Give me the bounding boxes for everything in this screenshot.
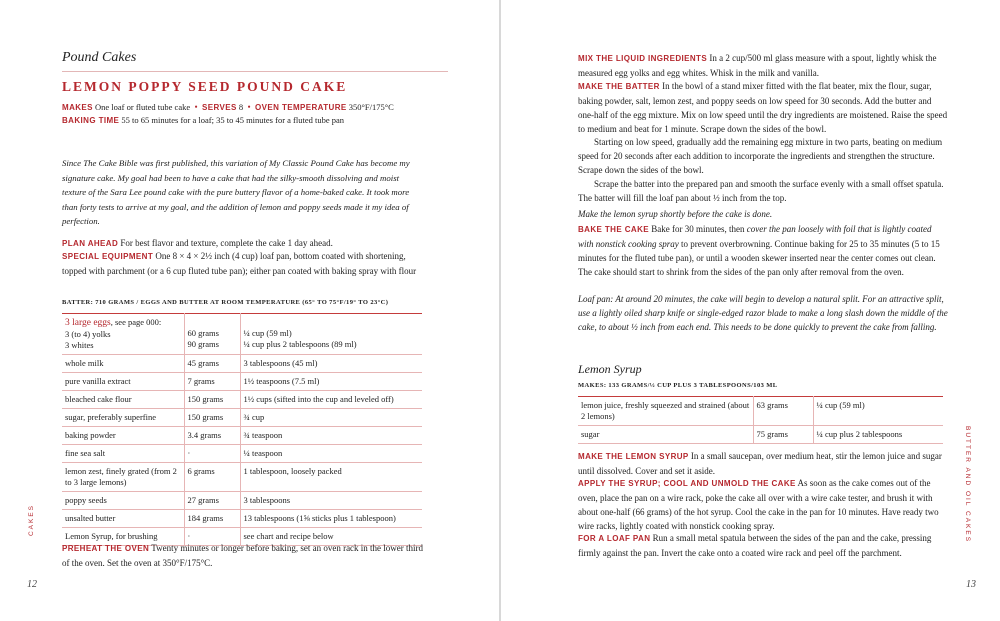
for-loaf-pan	[578, 531, 948, 560]
weight-cell: 184 grams	[184, 510, 240, 528]
whites-volume: ¼ cup plus 2 tablespoons (89 ml)	[243, 339, 357, 349]
eggs-ref: , see page 000:	[110, 317, 162, 327]
ingredient-cell: unsalted butter	[62, 510, 184, 528]
plan-ahead-text: For best flavor and texture, complete the cake 1 day ahead.	[120, 238, 333, 248]
oven-temp-value: 350°F/175°C	[348, 102, 394, 112]
serves-label: SERVES	[202, 103, 237, 112]
weight-cell: 27 grams	[184, 492, 240, 510]
preheat-oven	[62, 541, 432, 570]
preheat-label: PREHEAT THE OVEN	[62, 544, 150, 553]
volume-cell: 1½ cups (sifted into the cup and leveled off)	[240, 391, 422, 409]
table-row	[62, 427, 422, 445]
volume-cell: see chart and recipe below	[240, 528, 422, 546]
serves-value: 8	[238, 102, 244, 112]
makes-value: One loaf or fluted tube cake	[95, 102, 191, 112]
eggs-label: 3 large eggs	[65, 318, 111, 328]
table-row	[62, 409, 422, 427]
whites-weight: 90 grams	[187, 339, 219, 349]
right-page	[501, 0, 1000, 621]
ingredient-cell: bleached cake flour	[62, 391, 184, 409]
batter-heading: BATTER: 710 GRAMS / EGGS AND BUTTER AT ROOM TEMPERATURE (65° TO 75°F/19° TO 23°C)	[62, 299, 389, 306]
volume-cell: ¼ cup (59 ml)	[813, 397, 943, 426]
table-row	[62, 355, 422, 373]
volume-cell: 1 tablespoon, loosely packed	[240, 463, 422, 492]
make-batter-label: MAKE THE BATTER	[578, 82, 660, 91]
weight-cell: 7 grams	[184, 373, 240, 391]
batter-step-3: Scrape the batter into the prepared pan and smooth the surface evenly with a small offset spatula. The batter will fill the loaf pan about ½ inch from the top.	[578, 179, 944, 203]
ingredient-cell: fine sea salt	[62, 445, 184, 463]
make-syrup-text: In a small saucepan, over medium heat, stir the lemon juice and sugar until dissolved. Cover and set it aside.	[578, 451, 942, 476]
table-row	[62, 314, 422, 355]
weight-cell: 3.4 grams	[184, 427, 240, 445]
table-row	[578, 426, 943, 444]
batter-step-2: Starting on low speed, gradually add the remaining egg mixture in two parts, beating on medium speed for 20 seconds after each addition to incorporate the ingredients and strengthen the structure. Scrape down the sides of the bowl.	[578, 137, 943, 175]
whites-label: 3 whites	[65, 340, 94, 350]
apply-syrup-label: APPLY THE SYRUP; COOL AND UNMOLD THE CAKE	[578, 479, 796, 488]
recipe-title: LEMON POPPY SEED POUND CAKE	[62, 79, 348, 94]
section-title: Pound Cakes	[62, 50, 137, 65]
ingredient-cell: whole milk	[62, 355, 184, 373]
mix-text: In a 2 cup/500 ml glass measure with a spout, lightly whisk the measured egg yolks and egg whites. Whisk in the milk and vanilla.	[578, 53, 937, 78]
weight-cell: 63 grams	[753, 397, 813, 426]
table-row	[62, 492, 422, 510]
weight-cell: ·	[184, 528, 240, 546]
plan-ahead-label: PLAN AHEAD	[62, 239, 119, 248]
running-head-left: CAKES	[28, 504, 35, 537]
ingredient-cell: lemon juice, freshly squeezed and strained (about 2 lemons)	[578, 397, 753, 426]
table-row	[62, 391, 422, 409]
page-number-right: 13	[966, 579, 976, 590]
special-equipment-label: SPECIAL EQUIPMENT	[62, 252, 154, 261]
oven-temp-label: OVEN TEMPERATURE	[255, 103, 347, 112]
bake-the-cake	[578, 222, 948, 279]
volume-cell: 1½ teaspoons (7.5 ml)	[240, 373, 422, 391]
mix-label: MIX THE LIQUID INGREDIENTS	[578, 54, 708, 63]
bake-text-2: to prevent overbrowning. Continue baking for 25 to 35 minutes (5 to 15 minutes for the fluted tube pan), or until a wooden skewer inserted near the center comes out clean. The cake should start to shrink from the sides of the pan only after removal from the oven.	[578, 239, 940, 277]
syrup-note: Make the lemon syrup shortly before the cake is done.	[578, 209, 773, 219]
loaf-pan-text: Run a small metal spatula between the sides of the pan and the cake, pressing firmly against the pan. Invert the cake onto a coated wire rack and peel off the parchment.	[578, 533, 932, 558]
ingredient-cell: baking powder	[62, 427, 184, 445]
table-row	[62, 510, 422, 528]
make-lemon-syrup	[578, 449, 948, 478]
intro-text: Since The Cake Bible was first published, this variation of My Classic Pound Cake has become my signature cake. My goal had been to have a cake that had the silky-smooth dissolving and moist texture of the Sara Lee pound cake with the pure buttery flavor of a home-baked cake. It took more than forty tests to arrive at my goal, and the addition of lemon and poppy seeds made it my idea of perfection.	[62, 158, 410, 226]
table-row	[62, 373, 422, 391]
weight-cell: 75 grams	[753, 426, 813, 444]
volume-cell: 3 tablespoons (45 ml)	[240, 355, 422, 373]
volume-cell	[240, 314, 422, 355]
recipe-meta-line-2	[62, 114, 442, 127]
loaf-pan-note: Loaf pan: At around 20 minutes, the cake will begin to develop a natural split. For an attractive split, use a lightly oiled sharp knife or single-edged razor blade to make a long slash down the middle of the cake, to about ½ inch from each end. This needs to be done quickly to prevent the cake from falling.	[578, 294, 948, 332]
baking-time-label: BAKING TIME	[62, 116, 120, 125]
ingredient-cell: lemon zest, finely grated (from 2 to 3 large lemons)	[62, 463, 184, 492]
special-equipment	[62, 249, 432, 278]
volume-cell: ¼ cup plus 2 tablespoons	[813, 426, 943, 444]
page-number-left: 12	[27, 579, 37, 590]
baking-time-value: 55 to 65 minutes for a loaf; 35 to 45 minutes for a fluted tube pan	[121, 115, 345, 125]
recipe-meta-line-1: MAKES One loaf or fluted tube cake • SERVES 8 • OVEN TEMPERATURE 350°F/175°C	[62, 102, 394, 112]
volume-cell: 3 tablespoons	[240, 492, 422, 510]
ingredient-cell: poppy seeds	[62, 492, 184, 510]
running-head-right: BUTTER AND OIL CAKES	[964, 426, 971, 544]
apply-syrup-text: As soon as the cake comes out of the oven, place the pan on a wire rack, poke the cake all over with a wire cake tester, and brush it with about one-half (66 grams) of the hot syrup. Cool the cake in the pan for 10 minutes. Have ready two wire racks, lightly coated with nonstick cooking spray.	[578, 478, 939, 531]
preheat-text: Twenty minutes or longer before baking, set an oven rack in the lower third of the oven. Set the oven at 350°F/175°C.	[62, 543, 424, 568]
makes-label: MAKES	[62, 103, 93, 112]
lemon-syrup-makes: MAKES: 133 GRAMS/½ CUP PLUS 3 TABLESPOONS/103 ML	[578, 382, 778, 389]
apply-syrup	[578, 476, 948, 533]
batter-ingredients-table	[62, 313, 422, 546]
weight-cell: 45 grams	[184, 355, 240, 373]
weight-cell: 150 grams	[184, 409, 240, 427]
make-batter	[578, 79, 948, 136]
volume-cell: ¾ cup	[240, 409, 422, 427]
weight-cell: ·	[184, 445, 240, 463]
table-row	[62, 445, 422, 463]
mix-liquid	[578, 51, 948, 80]
ingredient-cell: sugar, preferably superfine	[62, 409, 184, 427]
make-syrup-label: MAKE THE LEMON SYRUP	[578, 452, 689, 461]
syrup-ingredients-table	[578, 396, 943, 444]
yolks-weight: 60 grams	[187, 328, 219, 338]
ingredient-cell: pure vanilla extract	[62, 373, 184, 391]
loaf-pan-label: FOR A LOAF PAN	[578, 534, 651, 543]
weight-cell: 6 grams	[184, 463, 240, 492]
yolks-volume: ¼ cup (59 ml)	[243, 328, 292, 338]
table-row	[578, 397, 943, 426]
ingredient-cell: Lemon Syrup, for brushing	[62, 528, 184, 546]
special-equipment-text: One 8 × 4 × 2½ inch (4 cup) loaf pan, bottom coated with shortening, topped with parchment (or a 6 cup fluted tube pan); either pan coated with baking spray with flour	[62, 251, 417, 276]
ingredient-cell: sugar	[578, 426, 753, 444]
volume-cell: 13 tablespoons (1⅝ sticks plus 1 tablespoon)	[240, 510, 422, 528]
weight-cell: 150 grams	[184, 391, 240, 409]
yolks-label: 3 (to 4) yolks	[65, 329, 111, 339]
title-rule	[62, 71, 448, 72]
table-row	[62, 463, 422, 492]
bake-label: BAKE THE CAKE	[578, 225, 649, 234]
ingredient-cell	[62, 314, 184, 355]
make-batter-text: In the bowl of a stand mixer fitted with the flat beater, mix the flour, sugar, baking powder, salt, lemon zest, and poppy seeds on low speed for 30 seconds. Add the butter and one-half of the egg mixture. Mix on low speed until the dry ingredients are moistened. Raise the speed to medium and beat for 1 minute. Scrape down the sides of the bowl.	[578, 81, 948, 134]
volume-cell: ¼ teaspoon	[240, 445, 422, 463]
bake-text-1: Bake for 30 minutes, then	[651, 224, 745, 234]
volume-cell: ¾ teaspoon	[240, 427, 422, 445]
left-page	[0, 0, 499, 621]
weight-cell	[184, 314, 240, 355]
lemon-syrup-title: Lemon Syrup	[578, 362, 642, 376]
bake-text-italic: cover the pan loosely with foil that is lightly coated with nonstick cooking spray	[578, 224, 932, 249]
